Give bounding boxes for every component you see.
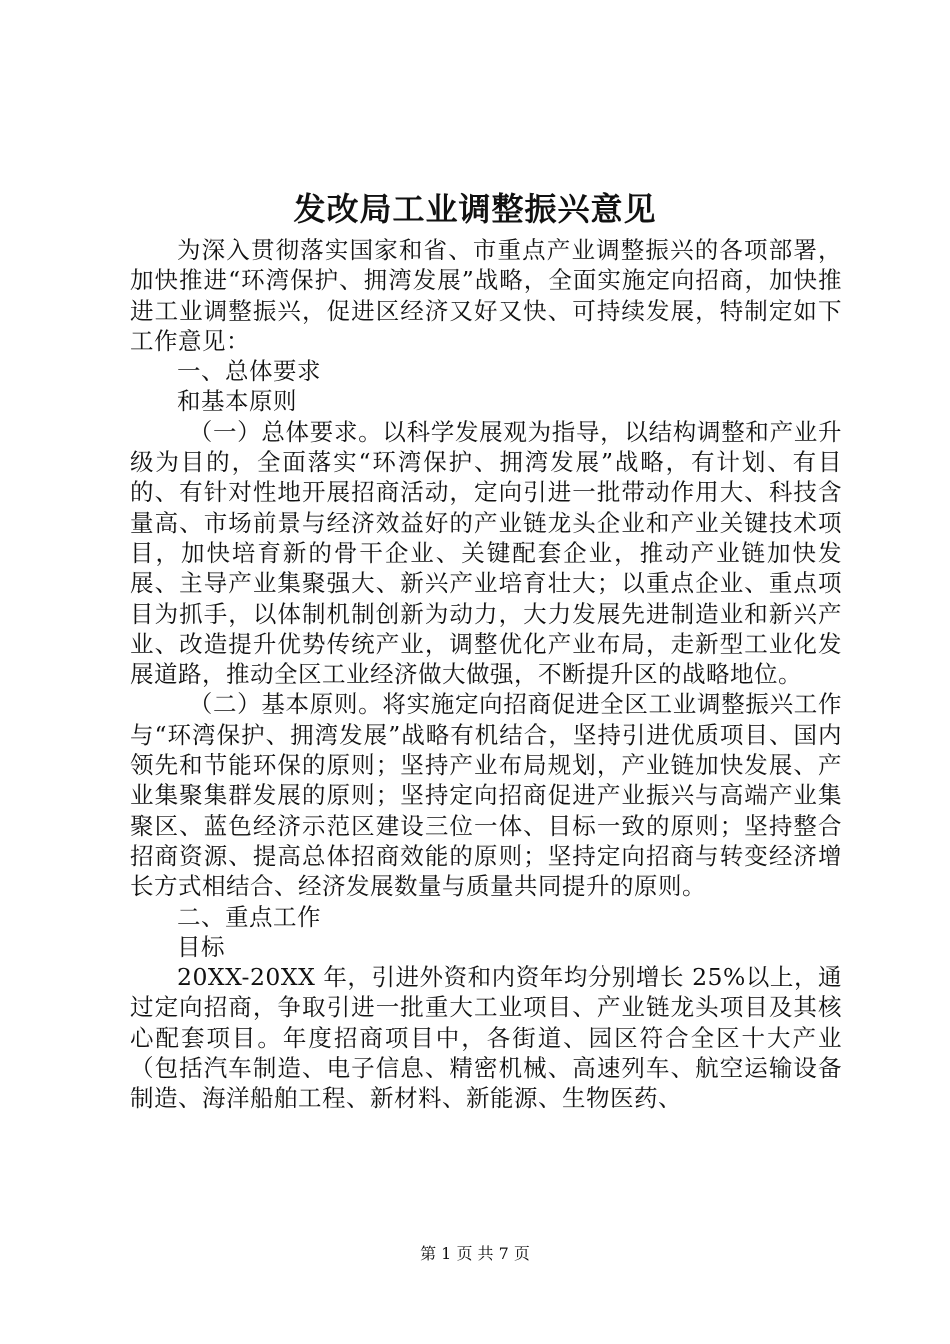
section-1-heading-continuation: 和基本原则 [177,387,297,416]
intro-paragraph: 为深入贯彻落实国家和省、市重点产业调整振兴的各项部署，加快推进“环湾保护、拥湾发展”战略，全面实施定向招商，加快推进工业调整振兴，促进区经济又好又快、可持续发展，特制定如下工作意见： [130,236,842,355]
section-1-paragraph-basic-principles: （二）基本原则。将实施定向招商促进全区工业调整振兴工作与“环湾保护、拥湾发展”战略有机结合，坚持引进优质项目、国内领先和节能环保的原则；坚持产业布局规划，产业链加快发展、产业集聚集群发展的原则；坚持定向招商促进产业振兴与高端产业集聚区、蓝色经济示范区建设三位一体、目标一致的原则；坚持整合招商资源、提高总体招商效能的原则；坚持定向招商与转变经济增长方式相结合、经济发展数量与质量共同提升的原则。 [130,690,842,901]
page-footer: 第 1 页 共 7 页 [420,1244,530,1263]
section-2-heading-continuation: 目标 [177,932,225,961]
document-body [130,235,842,1114]
section-2-paragraph-targets: 20XX-20XX 年，引进外资和内资年均分别增长 25%以上，通过定向招商，争取引进一批重大工业项目、产业链龙头项目及其核心配套项目。年度招商项目中，各街道、园区符合全区十大产业（包括汽车制造、电子信息、精密机械、高速列车、航空运输设备制造、海洋船舶工程、新材料、新能源、生物医药、 [130,963,842,1113]
section-1-heading: 一、总体要求 [177,357,321,386]
document-title: 发改局工业调整振兴意见 [293,190,657,228]
section-1-paragraph-general-requirements: （一）总体要求。以科学发展观为指导，以结构调整和产业升级为目的，全面落实“环湾保护、拥湾发展”战略，有计划、有目的、有针对性地开展招商活动，定向引进一批带动作用大、科技含量高、市场前景与经济效益好的产业链龙头企业和产业关键技术项目，加快培育新的骨干企业、关键配套企业，推动产业链加快发展、主导产业集聚强大、新兴产业培育壮大；以重点企业、重点项目为抓手，以体制机制创新为动力，大力发展先进制造业和新兴产业、改造提升优势传统产业，调整优化产业布局，走新型工业化发展道路，推动全区工业经济做大做强，不断提升区的战略地位。 [130,417,842,689]
section-2-heading: 二、重点工作 [177,902,321,931]
